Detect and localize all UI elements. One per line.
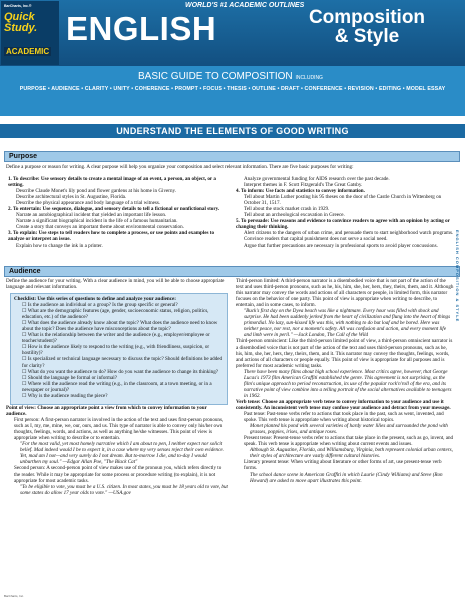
purpose-example: Alert citizens to the dangers of urban crime, and persuade them to start neighborhood watch programs. (244, 230, 454, 237)
pov-text: Point of view: Choose an appropriate point a view from which to convey information to your audience. (6, 405, 207, 418)
purpose-example: Convince readers that capital punishment does not serve a social need. (244, 236, 388, 243)
checklist-item: ☐ What is the relationship between the writer and the audience (e.g., employer/employee or teacher/student)? (22, 332, 210, 345)
third-limited-text: Third-person limited: A third-person narrator is a disembodied voice that is not part of the action of the text and uses third-person pronouns, such as he, his, him, she, her, hers, they, theirs, them, and it. Although this narrator may convey the words and actions of all characters or people, in limited form, this narrator focuses on the behavior of one party. This point of view is appropriate when writing to describe, to entertain, and in some cases, to inform. (236, 278, 454, 309)
first-person-quote: "For the most valid, yet most homely narrative which I am about to pen, I neither expect nor solicit belief. Mad indeed would I be to expect it, in a case where my very senses reject their own evidence. Yet, mad am I not—and very surely do I not dream. But to-morrow I die, and to-day I would unburthen my soul." —Edgar Allan Poe, "The Black Cat" (20, 441, 224, 466)
title-english: ENGLISH (66, 10, 217, 47)
purpose-example: Narrate an autobiographical incident that yielded an important life lesson. (16, 212, 167, 219)
purpose-example: Analyze governmental funding for AIDS research over the past decade. (244, 176, 390, 182)
purpose-example: Describe Claude Monet's lily pond and flower gardens at his home in Giverny. (16, 188, 177, 195)
basic-guide-text: BASIC GUIDE TO COMPOSITION (138, 71, 293, 82)
second-person-quote: "To be eligible to vote, you must be a U.S. citizen. In most states, you must be 18 years old to vote, but some states do allow 17 year olds to vote." —USA.gov (20, 483, 228, 496)
checklist-item: ☐ Is specialized or technical language necessary to discuss the topic? Should definitions be added for clarity? (22, 356, 223, 369)
checklist-item: ☐ Is the audience an individual or a group? Is the group specific or general? (22, 302, 178, 309)
third-omni-text: Third-person omniscient: Like the third-person limited point of view, a third-person omniscient narrator is a disembodied voice that is not part of the action of the text and uses third-person pronouns, such as he, his, him, she, her, hers, they, theirs, them, and it. This narrator may convey the thoughts, feelings, words, and actions of all characters or people equally. This point of view is appropriate for all purposes and is preferred for most academic writing tasks. (236, 338, 453, 369)
title-composition: Composition (308, 7, 426, 28)
brand-quick: Quick (4, 11, 35, 23)
audience-intro: Define the audience for your writing. With a clear audience in mind, you will be able to choose appropriate language and relevant information. (6, 278, 225, 291)
past-tense-example: Monet planted his pond with several varieties of hardy water lilies and surrounded the pond with grasses, poppies, irises, and antique roses. (250, 423, 448, 436)
literary-present-example: The school dance scene in American Graffiti in which Laurie (Cindy Williams) and Steve (Ron Howard) are asked to move apart illustrates this point. (250, 471, 443, 484)
third-limited-quote: "Buck's first day on the Dyea beach was like a nightmare. Every hour was filled with shock and surprise. He had been suddenly jerked from the heart of civilization and flung into the heart of things primordial. No lazy, sun-kissed life was this, with nothing to do but loaf and be bored. Here was neither peace, nor rest, nor a moment's safety. All was confusion and action, and every moment life and limb were in peril." —Jack London, The Call of the Wild (244, 308, 451, 339)
purpose-intro: Define a purpose or reason for writing. A clear purpose will help you organize your composition and select relevant information. There are five basic purposes for writing: (6, 164, 354, 170)
purpose-example: Explain how to change the ink in a printer. (16, 242, 103, 249)
purpose-example: Tell about the stock market crash in 1929. (244, 206, 330, 213)
literary-present-text: Literary present tense: When writing about literature or other forms of art, use present-tense verb forms. (244, 459, 442, 472)
purpose-example: Describe architectural styles in St. Augustine, Florida. (16, 194, 127, 201)
purpose-left-column (8, 176, 230, 249)
purpose-example: Tell about Martin Luther posting his 95 theses on the door of the Castle Church in Wittenberg on October 31, 1517. (244, 194, 442, 207)
footer-text: BarCharts, Inc. (4, 594, 25, 598)
purpose-example: Argue that further precautions are necessary in professional sports to avoid player concussions. (244, 242, 438, 249)
second-person-text: Second person: A second-person point of view makes use of the pronoun you, which refers directly to the reader. While it may be appropriate for some process or procedure writing (to explain), it is not appropriate for most academic tasks. (14, 465, 222, 484)
checklist-item: ☐ How is the audience likely to respond to the writing (e.g., with friendliness, suspicion, or hostility)? (22, 344, 210, 357)
purpose-example: Create a story that conveys an important theme about environmental conservation. (16, 224, 184, 231)
purpose-item: 1. To describe: Use sensory details to create a mental image of an event, a person, an object, or a setting. (8, 176, 216, 189)
brand-company: BarCharts, Inc.® (4, 4, 32, 8)
verb-tense-text: Verb tense: Choose an appropriate verb tense to convey information to your audience and use it consistently. An inconsistent verb tense may confuse your audience and detract from your message. (236, 398, 451, 411)
checklist-item: ☐ Why is the audience reading the piece? (22, 392, 108, 399)
present-tense-text: Present tense: Present-tense verbs refer to actions that take place in the present, such as go, invent, and speak. This verb tense is appropriate when writing about current events and issues. (244, 435, 454, 448)
first-person-text: First person: A first-person narrator is involved in the action of the text and uses first-person pronouns, such as I, my, me, mine, we, our, ours, and us. This type of narrator is able to convey only his/her own thoughts, feelings, words, and actions, as well as anything he/she witnesses. This point of view is appropriate when writing to describe or to entertain. (14, 417, 224, 442)
checklist-item: ☐ What do you want the audience to do? How do you want the audience to change its thinking? (22, 368, 219, 375)
audience-left-column (6, 405, 228, 496)
purpose-example: Narrate a significant biographical incident in the life of a famous humanitarian. (16, 218, 178, 225)
purpose-item: 3. To explain: Use steps to tell readers how to complete a process, or use points and examples to analyze or interpret an issue. (8, 230, 215, 243)
title-style: & Style (334, 26, 400, 47)
audience-checklist (14, 296, 224, 399)
audience-right-column (236, 278, 454, 484)
title-composition-style (272, 8, 462, 46)
purpose-item: 2. To entertain: Use sequence, dialogue, and sensory details to tell a fictional or nonfictional story. (8, 206, 220, 213)
checklist-item: ☐ Should the language be formal or informal? (22, 374, 117, 381)
purpose-example: Interpret themes in F. Scott Fitzgerald's The Great Gatsby. (244, 182, 363, 189)
brand-logo (1, 1, 59, 65)
basic-guide-title (138, 71, 323, 82)
present-tense-example: Although St. Augustine, Florida, and Williamsburg, Virginia, both represent colonial urban centers, their styles of architecture are vastly different cultural histories. (250, 447, 453, 460)
checklist-title: Checklist: Use this series of questions to define and analyze your audience: (14, 296, 176, 302)
purpose-item: 4. To inform: Use facts and statistics to convey information. (236, 188, 365, 195)
audience-heading: Audience (4, 266, 460, 277)
checklist-item: ☐ What does the audience already know about the topic? What does the audience need to know about the topic? Does the audience have misconceptions about the topic? (22, 320, 218, 333)
tagline: WORLD'S #1 ACADEMIC OUTLINES (185, 2, 305, 9)
past-tense-text: Past tense: Past-tense verbs refer to actions that took place in the past, such as went, invented, and spoke. This verb tense is appropriate when writing about historical topics. (244, 411, 444, 424)
side-label: ENGLISH COMPOSITION & STYLE (455, 230, 460, 323)
including-label: INCLUDING (295, 75, 323, 81)
topics-list: PURPOSE • AUDIENCE • CLARITY • UNITY • COHERENCE • PROMPT • FOCUS • THESIS • OUTLINE • DRAFT • CONFERENCE • REVISION • EDITING • MODEL ESSAY (19, 86, 446, 92)
third-omni-quote: There have been many films about high school experience. Most critics agree, however, that George Lucas's 1973 film American Graffiti established the genre. This agreement is not surprising, as the film's unique approach to period reconstruction, its use of the popular rock'n'roll of the era, and its narrative point of view combine into a telling portrait of the social alternatives available to teenagers in 1962. (244, 368, 452, 399)
brand-study: Study. (4, 22, 38, 34)
purpose-right-column (236, 176, 458, 249)
checklist-item: ☐ What are the demographic features (age, gender, socioeconomic status, religion, politics, education, etc.) of the audience? (22, 308, 209, 321)
brand-quick-study (4, 12, 37, 34)
elements-banner: UNDERSTAND THE ELEMENTS OF GOOD WRITING (0, 124, 465, 138)
purpose-example: Tell about an archeological excavation in Greece. (244, 212, 345, 219)
brand-academic: ACADEMIC (6, 47, 50, 56)
checklist-item: ☐ Where will the audience read the writing (e.g., in the classroom, at a town meeting, or in a newspaper or journal)? (22, 380, 212, 393)
purpose-heading: Purpose (4, 151, 460, 162)
purpose-item: 5. To persuade: Use reasons and evidence to convince readers to agree with an opinion by acting or changing their thinking. (236, 218, 450, 231)
purpose-example: Describe the physical appearance and body language of a trial witness. (16, 200, 161, 207)
